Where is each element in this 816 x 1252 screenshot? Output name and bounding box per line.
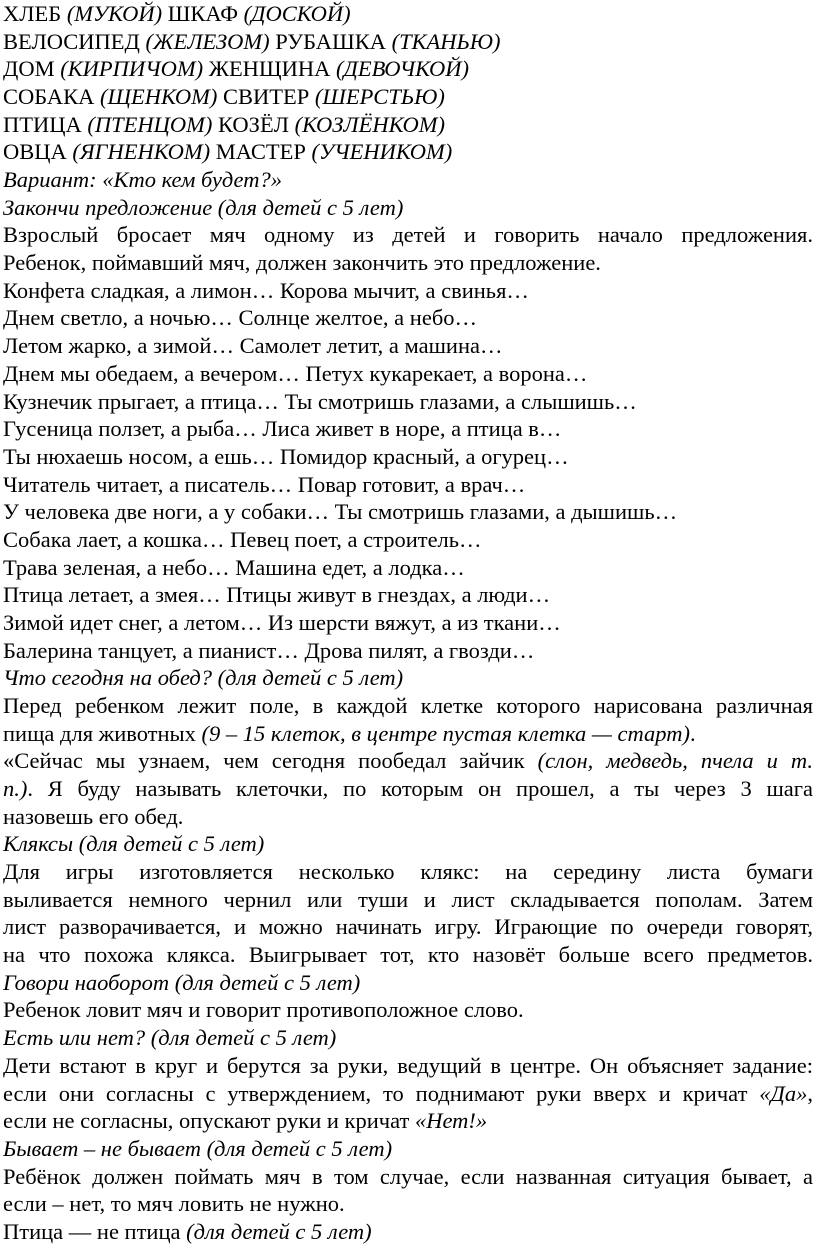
text-line [3,968,813,997]
text-run: СОБАКА [3,84,101,109]
italic-text: п.) [3,776,28,801]
italic-text: (ДОСКОЙ) [243,1,351,26]
text-line [3,912,813,941]
italic-text: (ШЕРСТЬЮ) [314,84,445,109]
text-run: Ребенок ловит мяч и говорит противоположное слово. [3,997,524,1022]
text-run: ВЕЛОСИПЕД [3,29,146,54]
italic-text: Бывает – не бывает (для детей с 5 лет) [3,1136,393,1161]
italic-text: (ПТЕНЦОМ) [87,112,213,137]
text-run: если они согласны с утверждением, то поднимают руки вверх и кричат [3,1081,760,1106]
text-run: ШКАФ [162,1,244,26]
text-run: Для игры изготовляется несколько клякс: на середину листа бумаги [3,859,813,884]
text-line [3,110,813,139]
text-line [3,82,813,111]
italic-text: Что сегодня на обед? (для детей с 5 лет) [3,665,404,690]
text-run: ОВЦА [3,139,73,164]
text-run: Гусеница ползет, а рыба… Лиса живет в норе, а птица в… [3,416,562,441]
text-line [3,940,813,969]
text-run: Конфета сладкая, а лимон… Корова мычит, а свинья… [3,278,529,303]
text-line [3,1079,813,1108]
italic-text: (ЯГНЕНКОМ) [72,139,211,164]
text-run: Взрослый бросает мяч одному из детей и говорить начало предложения. [3,222,813,247]
italic-text: (МУКОЙ) [66,1,163,26]
text-line [3,802,813,831]
text-run: . [689,721,696,746]
italic-text: «Нет!» [414,1108,488,1133]
text-line [3,774,813,803]
text-line [3,54,813,83]
italic-text: «Да» [759,1081,808,1106]
text-line [3,1217,813,1246]
text-line [3,220,813,249]
text-line [3,470,813,499]
text-run: если не согласны, опускают руки и кричат [3,1108,415,1133]
text-run: Кузнечик прыгает, а птица… Ты смотришь глазами, а слышишь… [3,389,637,414]
italic-text: Закончи предложение (для детей с 5 лет) [3,195,404,220]
text-run: МАСТЕР [210,139,312,164]
text-run: Перед ребенком лежит поле, в каждой клетке которого нарисована различная [3,693,813,718]
text-run: пища для животных [3,721,202,746]
text-run: «Сейчас мы узнаем, чем сегодня пообедал зайчик [3,748,538,773]
italic-text: Кляксы (для детей с 5 лет) [3,831,265,856]
text-line [3,1189,813,1218]
text-run: , [807,1081,813,1106]
text-line [3,995,813,1024]
text-line [3,1051,813,1080]
italic-text: (9 – 15 клеток, в центре пустая клетка — старт) [201,721,690,746]
text-line [3,414,813,443]
text-line [3,1162,813,1191]
text-line [3,663,813,692]
text-run: Балерина танцует, а пианист… Дрова пилят, а гвозди… [3,638,535,663]
text-line [3,553,813,582]
text-run: Днем мы обедаем, а вечером… Петух кукарекает, а ворона… [3,361,588,386]
text-run: Трава зеленая, а небо… Машина едет, а лодка… [3,555,465,580]
text-run: ПТИЦА [3,112,88,137]
text-line [3,497,813,526]
italic-text: (ТКАНЬЮ) [391,29,501,54]
text-line [3,248,813,277]
text-run: Читатель читает, а писатель… Повар готовит, а врач… [3,472,526,497]
text-run: РУБАШКА [269,29,392,54]
text-line [3,1023,813,1052]
italic-text: (ЖЕЛЕЗОМ) [145,29,270,54]
text-line [3,165,813,194]
text-run: выливается немного чернил или туши и лист складывается пополам. Затем [3,887,813,912]
text-run: Зимой идет снег, а летом… Из шерсти вяжут, а из ткани… [3,610,561,635]
text-run: ХЛЕБ [3,1,67,26]
text-run: Птица летает, а змея… Птицы живут в гнездах, а люди… [3,582,551,607]
text-run: Ребенок, поймавший мяч, должен закончить это предложение. [3,250,601,275]
text-line [3,719,813,748]
text-run: лист разворачивается, и можно начинать игру. Играющие по очереди говорят, [3,914,813,939]
italic-text: (КИРПИЧОМ) [60,56,204,81]
text-line [3,608,813,637]
text-run: . Я буду называть клеточки, по которым он прошел, а ты через 3 шага [27,776,813,801]
text-run: Собака лает, а кошка… Певец поет, а строитель… [3,527,482,552]
text-run: назовешь его обед. [3,804,184,829]
text-line [3,746,813,775]
text-line [3,885,813,914]
text-run: ДОМ [3,56,61,81]
text-line [3,829,813,858]
text-line [3,193,813,222]
italic-text: Вариант: «Кто кем будет?» [3,167,282,192]
text-line [3,303,813,332]
italic-text: (для детей с 5 лет) [186,1219,372,1244]
italic-text: Есть или нет? (для детей с 5 лет) [3,1025,337,1050]
text-run: Днем светло, а ночью… Солнце желтое, а небо… [3,305,478,330]
text-run: Летом жарко, а зимой… Самолет летит, а машина… [3,333,503,358]
text-line [3,359,813,388]
text-line [3,691,813,720]
text-line [3,27,813,56]
text-run: Ты нюхаешь носом, а ешь… Помидор красный, а огурец… [3,444,569,469]
text-line [3,387,813,416]
text-line [3,857,813,886]
text-run: Птица — не птица [3,1219,187,1244]
text-run: ЖЕНЩИНА [203,56,337,81]
italic-text: Говори наоборот (для детей с 5 лет) [3,970,361,995]
text-line [3,525,813,554]
italic-text: (ЩЕНКОМ) [100,84,218,109]
italic-text: (слон, медведь, пчела и т. [537,748,813,773]
text-line [3,331,813,360]
text-line [3,276,813,305]
italic-text: (КОЗЛЁНКОМ) [294,112,445,137]
text-line [3,636,813,665]
text-run: Ребёнок должен поймать мяч в том случае, если названная ситуация бывает, а [3,1164,813,1189]
text-line [3,442,813,471]
text-line [3,137,813,166]
text-run: СВИТЕР [217,84,315,109]
text-run: КОЗЁЛ [212,112,295,137]
text-line [3,1134,813,1163]
text-line [3,0,813,28]
text-run: У человека две ноги, а у собаки… Ты смотришь глазами, а дышишь… [3,499,678,524]
text-run: на что похожа клякса. Выигрывает тот, кто назовёт больше всего предметов. [3,942,813,967]
text-run: Дети встают в круг и берутся за руки, ведущий в центре. Он объясняет задание: [3,1053,813,1078]
italic-text: (ДЕВОЧКОЙ) [336,56,470,81]
text-line [3,1106,813,1135]
text-line [3,580,813,609]
text-run: если – нет, то мяч ловить не нужно. [3,1191,345,1216]
italic-text: (УЧЕНИКОМ) [311,139,453,164]
